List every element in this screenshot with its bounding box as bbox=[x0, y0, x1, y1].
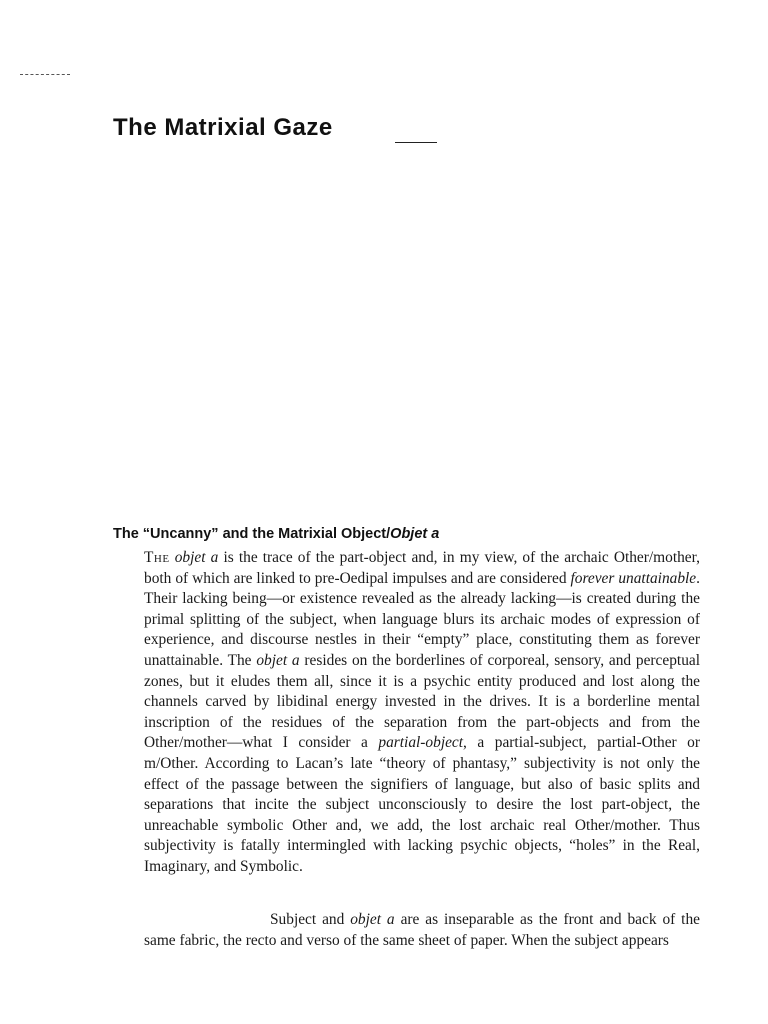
paragraph bbox=[144, 548, 700, 878]
section-heading-text: The “Uncanny” and the Matrixial Object/ bbox=[113, 526, 391, 542]
text-run: , a partial-subject, partial-Other or m/Other. According to Lacan’s late “theory of phantasy,” subjectivity is not only the effect of the passage between the signifiers of language, but also of basic splits and separations that incite the subject unconsciously to desire the lost part-object, the unreachable symbolic Other and, we add, the lost archaic real Other/mother. Thus subjectivity is fatally intermingled with lacking psychic objects, “holes” in the Real, Imaginary, and Symbolic. bbox=[144, 734, 700, 875]
lead-smallcaps: The bbox=[144, 549, 170, 566]
text-run: are as inseparable as the front and back of the same fabric, the recto and verso of the same sheet of paper. When the subject appears bbox=[144, 911, 700, 949]
text-run: resides on the borderlines of corporeal, sensory, and perceptual zones, but it eludes them all, since it is a psychic entity produced and lost along the channels carved by libidinal energy invested in the drives. It is a borderline mental inscription of the residues of the separation from the part-objects and from the Other/mother—what I consider a bbox=[144, 651, 700, 752]
text-run: . Their lacking being—or existence revealed as the already lacking—is created during the primal splitting of the subject, when language blurs its archaic modes of expression of experience, and discourse nestles in their “empty” place, constituting them as forever unattainable. The bbox=[144, 569, 700, 669]
text-run: Subject and bbox=[270, 911, 351, 929]
body-text bbox=[144, 548, 700, 878]
lead-italic: objet a bbox=[174, 549, 219, 566]
italic-run: objet a bbox=[256, 651, 300, 669]
section-heading bbox=[113, 526, 439, 542]
section-heading-italic: Objet a bbox=[390, 526, 440, 542]
italic-run: objet a bbox=[350, 911, 395, 929]
italic-run: forever unattainable bbox=[570, 569, 697, 587]
text-run: is the trace of the part-object and, in my view, of the archaic Other/mother, both of which are linked to pre-Oedipal impulses and are considered bbox=[144, 549, 700, 587]
corner-rule bbox=[20, 74, 70, 75]
italic-run: partial-object bbox=[378, 734, 464, 752]
paragraph bbox=[144, 910, 700, 951]
title-rule bbox=[395, 142, 437, 143]
chapter-title: The Matrixial Gaze bbox=[113, 114, 333, 141]
paragraph-2 bbox=[144, 895, 700, 967]
